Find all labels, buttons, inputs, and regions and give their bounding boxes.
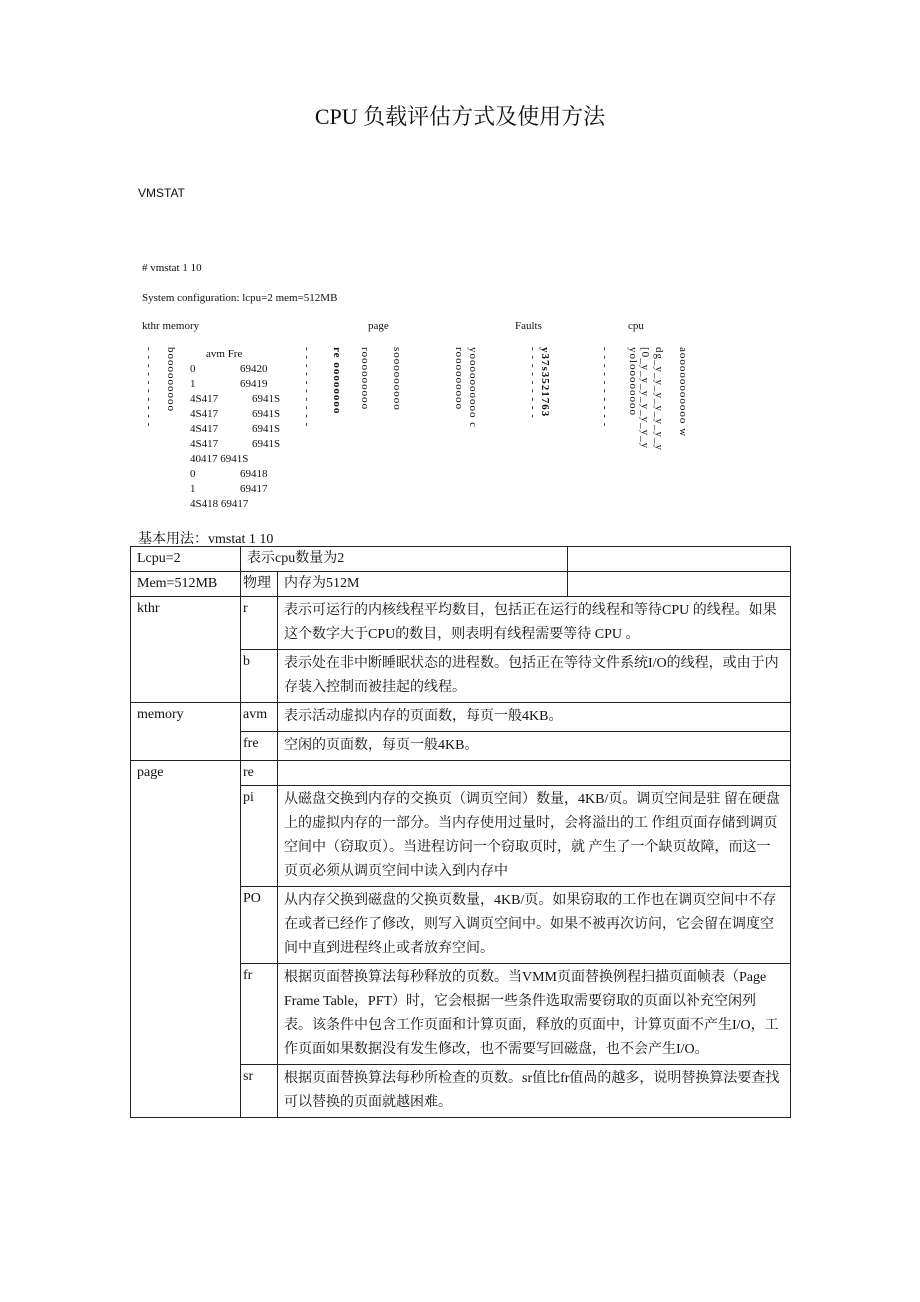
table-sub-mem: 物理 <box>241 572 278 597</box>
table-desc-mem: 内存为512M <box>278 572 568 597</box>
table-desc-b: 表示处在非中断睡眠状态的进程数。包括正在等待文件系统I/O的线程，或由于内存装入控制而被挂起的线程。 <box>278 650 791 703</box>
table-sub-pi: pi <box>241 786 278 887</box>
vmstat-col-po: sooooooooo <box>391 347 403 411</box>
header-page: page <box>368 320 389 332</box>
table-desc-r: 表示可运行的内核线程平均数目，包括正在运行的线程和等待CPU 的线程。如果这个数字大于CPU的数目，则表明有线程需要等待 CPU 。 <box>278 597 791 650</box>
header-cpu: cpu <box>628 320 644 332</box>
vmstat-col-fr: yoooooooooo c <box>467 347 479 429</box>
table-desc-sr: 根据页面替换算法每秒所检查的页数。sr值比fr值咼的越多，说明替换算法要查找可以替换的页面就越困难。 <box>278 1065 791 1118</box>
table-desc-fr: 根据页面替换算法每秒释放的页数。当VMM页面替换例程扫描页面帧表（Page Frame Table，PFT）时，它会根据一些条件选取需要窃取的页面以补充空闲列表。该条件中包含工作页面和计算页面，释放的页面中，计算页面不产生I/O，工作页面如果数据没有发生修改，也不需要写回磁盘，也不会产生I/O。 <box>278 964 791 1065</box>
table-row: 4S417 6941S <box>190 393 281 405</box>
table-sub-r: r <box>241 597 278 650</box>
vmstat-col-sy: y37s3521763 <box>539 347 551 418</box>
vmstat-col-cpu-2: [0_y_y_y_y_y_y_y <box>639 347 651 450</box>
table-desc-avm: 表示活动虚拟内存的页面数，每页一般4KB。 <box>278 703 791 732</box>
table-empty-cell <box>568 572 791 597</box>
vmstat-col-fr-2: rooooooooo <box>453 347 465 411</box>
table-row: 0 69420 <box>190 363 268 375</box>
table-desc-fre: 空闲的页面数，每页一般4KB。 <box>278 732 791 761</box>
table-row <box>131 547 791 572</box>
usage-line: 基本用法：vmstat 1 10 <box>138 532 274 547</box>
table-row <box>131 761 791 786</box>
vmstat-col-cpu-1: yoloooooooo <box>627 347 639 417</box>
vmstat-col-re: re oooooooo <box>331 347 343 415</box>
table-sub-po: PO <box>241 887 278 964</box>
table-sub-fre: fre <box>241 732 278 761</box>
table-row: 1 69419 <box>190 378 268 390</box>
avm-fre-table <box>190 347 280 512</box>
table-row: 40417 6941S <box>190 453 249 465</box>
header-kthr-memory: kthr memory <box>142 320 200 332</box>
table-key-memory: memory <box>131 703 241 761</box>
table-row <box>131 597 791 650</box>
vmstat-col-cpu-dash: - - - - - - - - - - <box>599 347 611 428</box>
vmstat-col-cpu-3: dg_y_y_y_y_y_y_y <box>653 347 665 451</box>
vmstat-col-pi: rooooooooo <box>359 347 371 411</box>
table-row: 4S418 69417 <box>190 498 249 510</box>
vmstat-col-faults-dash: - - - - - - - - - <box>527 347 539 419</box>
vmstat-col-r: - - - - - - - - - - <box>143 347 155 428</box>
vmstat-col-cpu-4: aooooooooooo w <box>677 347 689 438</box>
table-key-page: page <box>131 761 241 1118</box>
table-empty-cell <box>568 547 791 572</box>
table-key-lcpu: Lcpu=2 <box>131 547 241 572</box>
vmstat-col-page-dash: - - - - - - - - - - <box>301 347 313 428</box>
system-config: System configuration: lcpu=2 mem=512MB <box>142 292 338 304</box>
table-row: 0 69418 <box>190 468 268 480</box>
table-desc-lcpu: 表示cpu数量为2 <box>241 547 568 572</box>
table-sub-avm: avm <box>241 703 278 732</box>
table-desc-pi: 从磁盘交换到内存的交换页（调页空间）数量，4KB/页。调页空间是驻 留在硬盘上的虚拟内存的一部分。当内存使用过量时，会将溢出的工 作组页面存储到调页空间中（窃取页）。当进程访问一个窃取页时，就 产生了一个缺页故障，而这一页页必须从调页空间中读入到内存中 <box>278 786 791 887</box>
vmstat-field-table <box>130 546 791 1118</box>
table-desc-re <box>278 761 791 786</box>
table-sub-b: b <box>241 650 278 703</box>
vmstat-col-b: booooooooo <box>165 347 177 412</box>
table-sub-re: re <box>241 761 278 786</box>
table-row: 4S417 6941S <box>190 438 281 450</box>
table-row: 1 69417 <box>190 483 268 495</box>
table-sub-sr: sr <box>241 1065 278 1118</box>
table-row: 4S417 6941S <box>190 408 281 420</box>
page-title: CPU 负载评估方式及使用方法 <box>314 104 606 129</box>
header-faults: Faults <box>515 320 542 332</box>
table-key-kthr: kthr <box>131 597 241 703</box>
table-row <box>131 572 791 597</box>
table-sub-fr: fr <box>241 964 278 1065</box>
table-row <box>131 703 791 732</box>
command-prompt: # vmstat 1 10 <box>142 262 202 274</box>
table-key-mem: Mem=512MB <box>131 572 241 597</box>
avm-fre-header: avm Fre <box>206 348 243 360</box>
table-desc-po: 从内存父换到磁盘的父换页数量，4KB/页。如果窃取的工作也在调页空间中不存在或者已经作了修改，则写入调页空间中。如果不被再次访问，它会留在调度空间中直到进程终止或者放弃空间。 <box>278 887 791 964</box>
table-row: 4S417 6941S <box>190 423 281 435</box>
section-label: VMSTAT <box>138 186 185 200</box>
